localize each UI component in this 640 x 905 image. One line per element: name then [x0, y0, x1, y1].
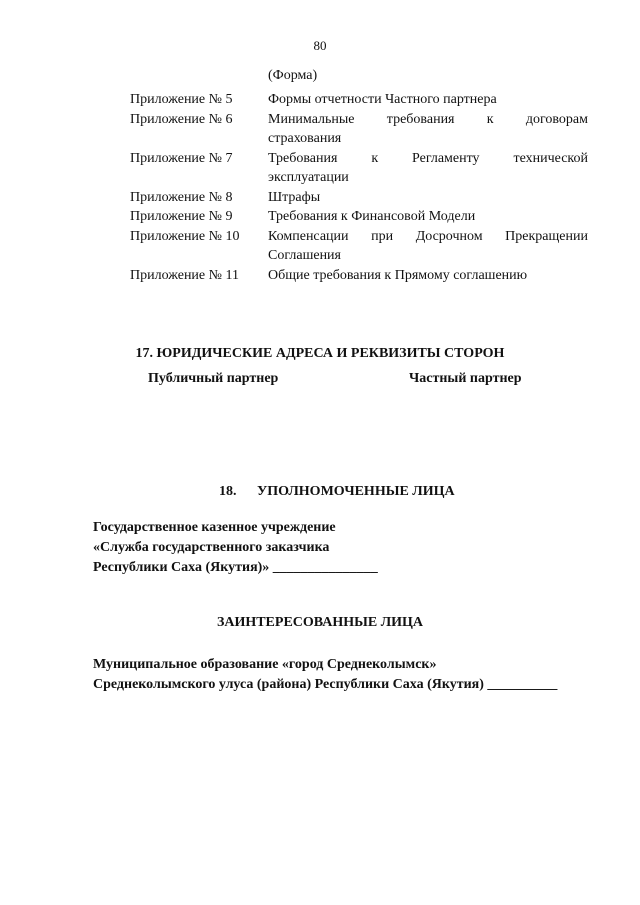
annex-label-7: Приложение № 7 — [130, 151, 233, 166]
annex-title-7-line1: Требования к Регламенту технической — [268, 151, 588, 166]
interested-org-line-1: Муниципальное образование «город Среднеколымск» — [93, 657, 437, 672]
private-partner-label: Частный партнер — [409, 371, 522, 386]
annex-form-line: (Форма) — [268, 68, 318, 83]
annex-label-5: Приложение № 5 — [130, 92, 233, 107]
section-17-heading: 17. ЮРИДИЧЕСКИЕ АДРЕСА И РЕКВИЗИТЫ СТОРОН — [135, 346, 505, 361]
annex-title-8: Штрафы — [268, 190, 321, 205]
authorized-org-line-2: «Служба государственного заказчика — [93, 540, 330, 555]
authorized-org-line-3: Республики Саха (Якутия)» _______________ — [93, 560, 378, 575]
annex-label-9: Приложение № 9 — [130, 209, 233, 224]
section-18-number: 18. — [219, 484, 237, 499]
annex-label-6: Приложение № 6 — [130, 112, 233, 127]
page-number: 80 — [313, 38, 327, 53]
annex-title-10-line1: Компенсации при Досрочном Прекращении — [268, 229, 588, 244]
annex-title-6-line2: страхования — [268, 131, 342, 146]
authorized-org-line-1: Государственное казенное учреждение — [93, 520, 336, 535]
annex-label-10: Приложение № 10 — [130, 229, 240, 244]
interested-org-line-2: Среднеколымского улуса (района) Республики Саха (Якутия) __________ — [93, 677, 558, 692]
interested-parties-heading: ЗАИНТЕРЕСОВАННЫЕ ЛИЦА — [216, 615, 424, 630]
annex-label-11: Приложение № 11 — [130, 268, 239, 283]
section-18-heading: УПОЛНОМОЧЕННЫЕ ЛИЦА — [257, 484, 455, 499]
annex-title-7-line2: эксплуатации — [268, 170, 349, 185]
annex-title-6-line1: Минимальные требования к договорам — [268, 112, 588, 127]
public-partner-label: Публичный партнер — [148, 371, 279, 386]
annex-title-9: Требования к Финансовой Модели — [268, 209, 476, 224]
annex-label-8: Приложение № 8 — [130, 190, 233, 205]
annex-title-5: Формы отчетности Частного партнера — [268, 92, 497, 107]
annex-title-10-line2: Соглашения — [268, 248, 341, 263]
annex-title-11: Общие требования к Прямому соглашению — [268, 268, 528, 283]
